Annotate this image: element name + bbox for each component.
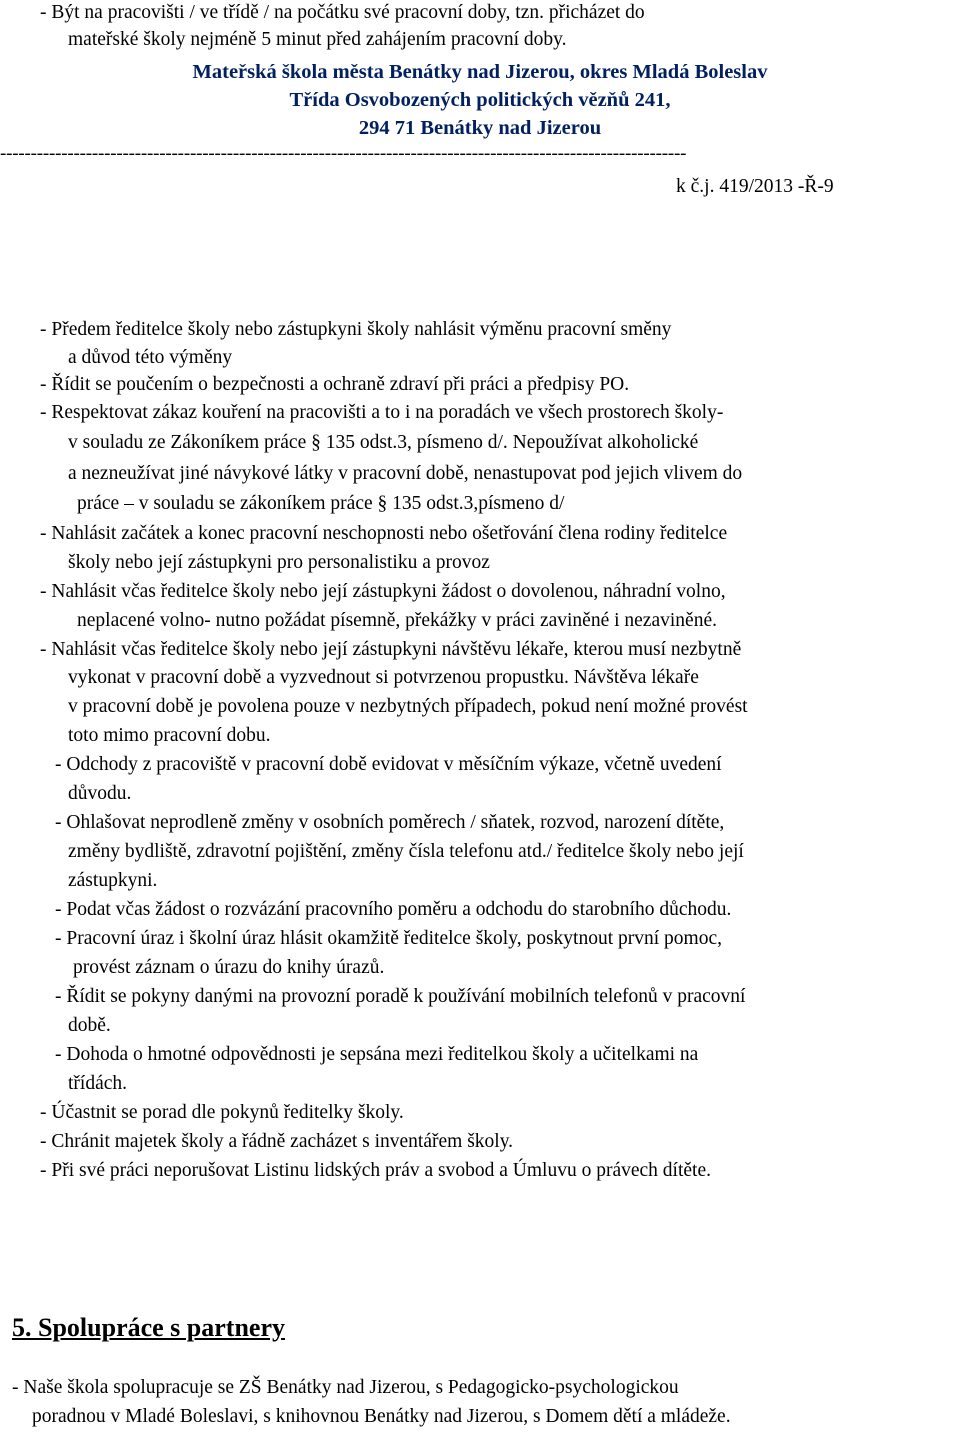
rule-line: - Ohlašovat neprodleně změny v osobních poměrech / sňatek, rozvod, narození dítěte, bbox=[55, 812, 725, 833]
rule-line: - Chránit majetek školy a řádně zacházet s inventářem školy. bbox=[40, 1131, 514, 1152]
rule-line: - Pracovní úraz i školní úraz hlásit okamžitě ředitelce školy, poskytnout první pomoc, bbox=[55, 928, 722, 949]
intro-line-1: - Být na pracovišti / ve třídě / na počátku své pracovní doby, tzn. přicházet do bbox=[40, 2, 645, 23]
rule-line: - Podat včas žádost o rozvázání pracovního poměru a odchodu do starobního důchodu. bbox=[55, 899, 732, 920]
rule-line: - Předem ředitelce školy nebo zástupkyni školy nahlásit výměnu pracovní směny bbox=[40, 319, 672, 340]
rule-line: v souladu ze Zákoníkem práce § 135 odst.3, písmeno d/. Nepoužívat alkoholické bbox=[68, 432, 699, 453]
rule-line: - Nahlásit včas ředitelce školy nebo její zástupkyni návštěvu lékaře, kterou musí nezbytně bbox=[40, 639, 742, 660]
rule-line: - Účastnit se porad dle pokynů ředitelky školy. bbox=[40, 1102, 404, 1123]
rule-line: neplacené volno- nutno požádat písemně, překážky v práci zaviněné i nezaviněné. bbox=[77, 610, 717, 631]
school-city: 294 71 Benátky nad Jizerou bbox=[358, 117, 602, 139]
school-name: Mateřská škola města Benátky nad Jizerou, okres Mladá Boleslav bbox=[192, 61, 768, 83]
rule-line: době. bbox=[68, 1015, 111, 1036]
rule-line: - Dohoda o hmotné odpovědnosti je sepsána mezi ředitelkou školy a učitelkami na bbox=[55, 1044, 699, 1065]
rule-line: zástupkyni. bbox=[68, 870, 158, 891]
rule-line: - Řídit se poučením o bezpečnosti a ochraně zdraví při práci a předpisy PO. bbox=[40, 374, 630, 395]
rule-line: - Odchody z pracoviště v pracovní době evidovat v měsíčním výkaze, včetně uvedení bbox=[55, 754, 722, 775]
rule-line: práce – v souladu se zákoníkem práce § 135 odst.3,písmeno d/ bbox=[77, 493, 565, 514]
rule-line: v pracovní době je povolena pouze v nezbytných případech, pokud není možné provést bbox=[68, 696, 748, 717]
rule-line: vykonat v pracovní době a vyzvednout si potvrzenou propustku. Návštěva lékaře bbox=[68, 667, 699, 688]
rule-line: - Nahlásit začátek a konec pracovní neschopnosti nebo ošetřování člena rodiny ředitelce bbox=[40, 523, 728, 544]
section-heading: 5. Spolupráce s partnery bbox=[12, 1313, 285, 1342]
rule-line: - Nahlásit včas ředitelce školy nebo její zástupkyni žádost o dovolenou, náhradní volno, bbox=[40, 581, 726, 602]
reference-number: k č.j. 419/2013 -Ř-9 bbox=[676, 176, 834, 197]
rule-line: - Řídit se pokyny danými na provozní poradě k používání mobilních telefonů v pracovní bbox=[55, 986, 746, 1007]
school-street: Třída Osvobozených politických vězňů 241, bbox=[289, 89, 671, 111]
rule-line: a důvod této výměny bbox=[68, 347, 233, 368]
rule-line: - Respektovat zákaz kouření na pracovišti a to i na poradách ve všech prostorech školy- bbox=[40, 402, 724, 423]
intro-line-2: mateřské školy nejméně 5 minut před zahájením pracovní doby. bbox=[68, 29, 567, 50]
rule-line: a nezneužívat jiné návykové látky v pracovní době, nenastupovat pod jejich vlivem do bbox=[68, 463, 743, 484]
section-line: poradnou v Mladé Boleslavi, s knihovnou Benátky nad Jizerou, s Domem dětí a mládeže. bbox=[32, 1406, 731, 1427]
rule-line: důvodu. bbox=[68, 783, 132, 804]
rule-line: školy nebo její zástupkyni pro personalistiku a provoz bbox=[68, 552, 490, 573]
rule-line: změny bydliště, zdravotní pojištění, změny čísla telefonu atd./ ředitelce školy nebo její bbox=[68, 841, 744, 862]
rule-line: - Při své práci neporušovat Listinu lidských práv a svobod a Úmluvu o právech dítěte. bbox=[40, 1160, 711, 1181]
rule-line: třídách. bbox=[68, 1073, 128, 1094]
section-line: - Naše škola spolupracuje se ZŠ Benátky nad Jizerou, s Pedagogicko-psychologickou bbox=[12, 1377, 679, 1398]
rule-line: provést záznam o úrazu do knihy úrazů. bbox=[73, 957, 385, 978]
header-divider: ---------------------------------------------------------------------------------------------------------------- bbox=[0, 143, 687, 164]
rule-line: toto mimo pracovní dobu. bbox=[68, 725, 271, 746]
